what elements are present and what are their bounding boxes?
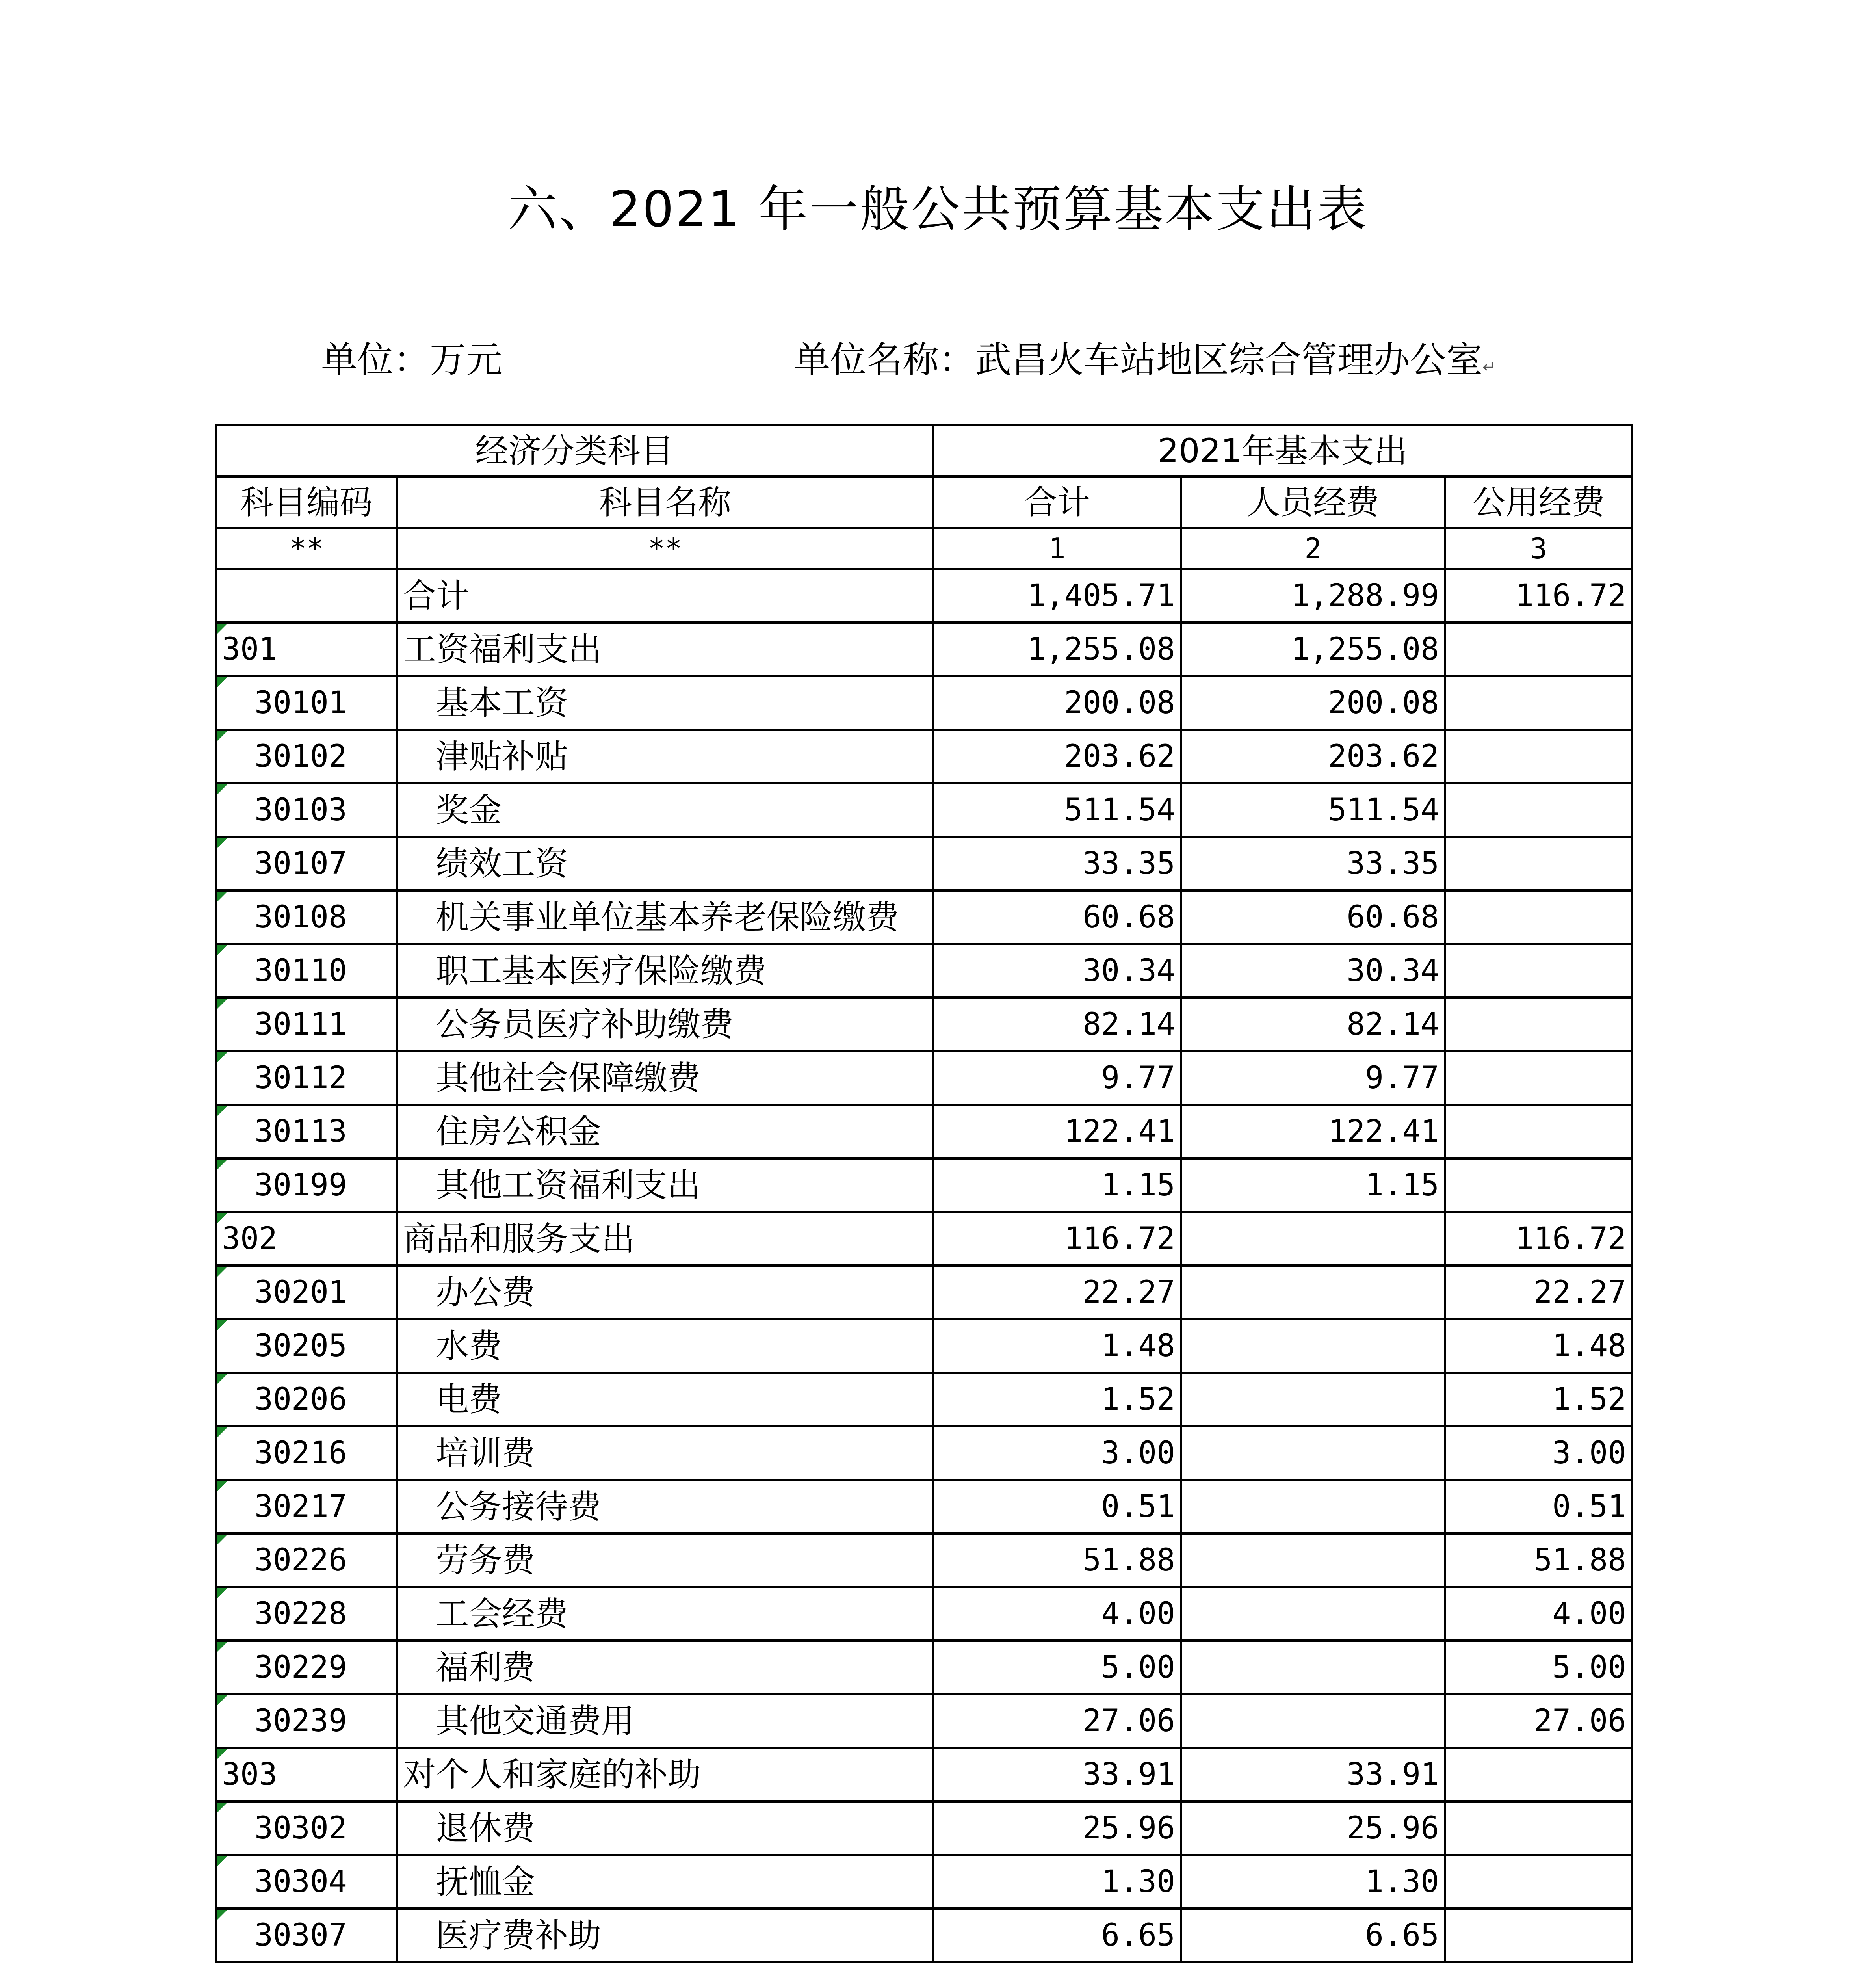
row-name: 其他工资福利支出 bbox=[397, 1158, 933, 1212]
table-row bbox=[216, 1909, 1632, 1962]
row-public bbox=[1445, 623, 1632, 676]
row-personnel: 1,255.08 bbox=[1181, 623, 1445, 676]
row-public: 1.48 bbox=[1445, 1319, 1632, 1373]
row-code: 30101 bbox=[216, 676, 397, 730]
header-basic-expenditure: 2021年基本支出 bbox=[933, 425, 1632, 476]
row-total: 1.48 bbox=[933, 1319, 1181, 1373]
row-total: 1.30 bbox=[933, 1855, 1181, 1909]
row-personnel bbox=[1181, 1373, 1445, 1426]
row-name: 电费 bbox=[397, 1373, 933, 1426]
row-total: 511.54 bbox=[933, 783, 1181, 837]
row-total: 1.52 bbox=[933, 1373, 1181, 1426]
index-public: 3 bbox=[1445, 528, 1632, 569]
row-name: 奖金 bbox=[397, 783, 933, 837]
row-personnel: 203.62 bbox=[1181, 730, 1445, 783]
row-public bbox=[1445, 783, 1632, 837]
row-name: 职工基本医疗保险缴费 bbox=[397, 944, 933, 998]
row-name: 公务接待费 bbox=[397, 1480, 933, 1533]
row-code: 30111 bbox=[216, 998, 397, 1051]
row-total: 5.00 bbox=[933, 1641, 1181, 1694]
table-row bbox=[216, 730, 1632, 783]
row-code bbox=[216, 569, 397, 623]
row-public: 27.06 bbox=[1445, 1694, 1632, 1748]
row-total: 4.00 bbox=[933, 1587, 1181, 1641]
table-row bbox=[216, 1266, 1632, 1319]
budget-table bbox=[215, 424, 1633, 1963]
row-code: 30108 bbox=[216, 890, 397, 944]
header-personnel: 人员经费 bbox=[1181, 476, 1445, 528]
header-index-row bbox=[216, 528, 1632, 569]
row-code: 30206 bbox=[216, 1373, 397, 1426]
row-name: 福利费 bbox=[397, 1641, 933, 1694]
row-personnel: 1.15 bbox=[1181, 1158, 1445, 1212]
row-personnel: 33.35 bbox=[1181, 837, 1445, 890]
table-row bbox=[216, 1426, 1632, 1480]
row-code: 30201 bbox=[216, 1266, 397, 1319]
row-name: 工会经费 bbox=[397, 1587, 933, 1641]
row-name: 绩效工资 bbox=[397, 837, 933, 890]
table-row bbox=[216, 1212, 1632, 1266]
row-code: 30304 bbox=[216, 1855, 397, 1909]
row-public: 1.52 bbox=[1445, 1373, 1632, 1426]
row-name: 商品和服务支出 bbox=[397, 1212, 933, 1266]
table-row bbox=[216, 783, 1632, 837]
row-code: 30228 bbox=[216, 1587, 397, 1641]
table-row bbox=[216, 1158, 1632, 1212]
table-row bbox=[216, 569, 1632, 623]
row-code: 30307 bbox=[216, 1909, 397, 1962]
row-personnel bbox=[1181, 1266, 1445, 1319]
row-public: 22.27 bbox=[1445, 1266, 1632, 1319]
table-row bbox=[216, 1587, 1632, 1641]
row-public bbox=[1445, 944, 1632, 998]
row-public bbox=[1445, 1105, 1632, 1158]
header-group-row bbox=[216, 425, 1632, 476]
row-personnel: 1,288.99 bbox=[1181, 569, 1445, 623]
row-public bbox=[1445, 1748, 1632, 1801]
row-code: 30112 bbox=[216, 1051, 397, 1105]
row-personnel: 122.41 bbox=[1181, 1105, 1445, 1158]
row-name: 培训费 bbox=[397, 1426, 933, 1480]
row-total: 82.14 bbox=[933, 998, 1181, 1051]
row-total: 1,405.71 bbox=[933, 569, 1181, 623]
row-total: 200.08 bbox=[933, 676, 1181, 730]
row-code: 30239 bbox=[216, 1694, 397, 1748]
row-personnel bbox=[1181, 1212, 1445, 1266]
row-name: 津贴补贴 bbox=[397, 730, 933, 783]
row-name: 水费 bbox=[397, 1319, 933, 1373]
table-row bbox=[216, 1533, 1632, 1587]
row-code: 30113 bbox=[216, 1105, 397, 1158]
page-title: 六、2021 年一般公共预算基本支出表 bbox=[508, 181, 1368, 238]
row-code: 302 bbox=[216, 1212, 397, 1266]
row-name: 其他交通费用 bbox=[397, 1694, 933, 1748]
row-personnel: 33.91 bbox=[1181, 1748, 1445, 1801]
table-row bbox=[216, 1373, 1632, 1426]
row-name: 其他社会保障缴费 bbox=[397, 1051, 933, 1105]
row-public bbox=[1445, 998, 1632, 1051]
row-code: 30216 bbox=[216, 1426, 397, 1480]
row-personnel: 511.54 bbox=[1181, 783, 1445, 837]
row-name: 抚恤金 bbox=[397, 1855, 933, 1909]
header-total: 合计 bbox=[933, 476, 1181, 528]
row-total: 33.91 bbox=[933, 1748, 1181, 1801]
row-public bbox=[1445, 1909, 1632, 1962]
table-row bbox=[216, 1319, 1632, 1373]
row-public bbox=[1445, 1051, 1632, 1105]
row-code: 30217 bbox=[216, 1480, 397, 1533]
row-code: 30110 bbox=[216, 944, 397, 998]
row-personnel: 200.08 bbox=[1181, 676, 1445, 730]
row-personnel bbox=[1181, 1480, 1445, 1533]
table-row bbox=[216, 1051, 1632, 1105]
row-personnel bbox=[1181, 1587, 1445, 1641]
row-total: 3.00 bbox=[933, 1426, 1181, 1480]
row-personnel: 1.30 bbox=[1181, 1855, 1445, 1909]
row-personnel: 60.68 bbox=[1181, 890, 1445, 944]
row-total: 33.35 bbox=[933, 837, 1181, 890]
row-total: 30.34 bbox=[933, 944, 1181, 998]
row-name: 机关事业单位基本养老保险缴费 bbox=[397, 890, 933, 944]
table-row bbox=[216, 1480, 1632, 1533]
index-code: ** bbox=[216, 528, 397, 569]
row-public: 4.00 bbox=[1445, 1587, 1632, 1641]
unit-label: 单位：万元 bbox=[321, 339, 503, 381]
row-public bbox=[1445, 837, 1632, 890]
row-public: 51.88 bbox=[1445, 1533, 1632, 1587]
row-total: 116.72 bbox=[933, 1212, 1181, 1266]
row-personnel bbox=[1181, 1319, 1445, 1373]
row-public: 5.00 bbox=[1445, 1641, 1632, 1694]
row-code: 30205 bbox=[216, 1319, 397, 1373]
row-total: 60.68 bbox=[933, 890, 1181, 944]
row-name: 医疗费补助 bbox=[397, 1909, 933, 1962]
row-public bbox=[1445, 1158, 1632, 1212]
row-total: 6.65 bbox=[933, 1909, 1181, 1962]
row-name: 办公费 bbox=[397, 1266, 933, 1319]
header-code: 科目编码 bbox=[216, 476, 397, 528]
table-row bbox=[216, 1855, 1632, 1909]
row-name: 劳务费 bbox=[397, 1533, 933, 1587]
row-public bbox=[1445, 676, 1632, 730]
row-total: 1.15 bbox=[933, 1158, 1181, 1212]
row-name: 合计 bbox=[397, 569, 933, 623]
table-row bbox=[216, 1748, 1632, 1801]
row-personnel bbox=[1181, 1641, 1445, 1694]
row-total: 22.27 bbox=[933, 1266, 1181, 1319]
row-personnel: 30.34 bbox=[1181, 944, 1445, 998]
row-total: 51.88 bbox=[933, 1533, 1181, 1587]
row-name: 公务员医疗补助缴费 bbox=[397, 998, 933, 1051]
header-name: 科目名称 bbox=[397, 476, 933, 528]
row-personnel: 82.14 bbox=[1181, 998, 1445, 1051]
row-total: 122.41 bbox=[933, 1105, 1181, 1158]
return-mark-icon: ↵ bbox=[1482, 358, 1496, 376]
row-total: 25.96 bbox=[933, 1801, 1181, 1855]
row-total: 27.06 bbox=[933, 1694, 1181, 1748]
table-row bbox=[216, 1801, 1632, 1855]
row-total: 203.62 bbox=[933, 730, 1181, 783]
row-personnel bbox=[1181, 1694, 1445, 1748]
row-code: 30102 bbox=[216, 730, 397, 783]
header-column-row bbox=[216, 476, 1632, 528]
row-public bbox=[1445, 890, 1632, 944]
row-name: 退休费 bbox=[397, 1801, 933, 1855]
row-personnel bbox=[1181, 1426, 1445, 1480]
row-personnel: 9.77 bbox=[1181, 1051, 1445, 1105]
table-row bbox=[216, 1105, 1632, 1158]
row-code: 30199 bbox=[216, 1158, 397, 1212]
row-personnel: 25.96 bbox=[1181, 1801, 1445, 1855]
table-row bbox=[216, 998, 1632, 1051]
org-label bbox=[794, 331, 1496, 383]
index-name: ** bbox=[397, 528, 933, 569]
table-row bbox=[216, 623, 1632, 676]
row-public: 0.51 bbox=[1445, 1480, 1632, 1533]
row-name: 住房公积金 bbox=[397, 1105, 933, 1158]
row-public bbox=[1445, 730, 1632, 783]
row-total: 1,255.08 bbox=[933, 623, 1181, 676]
header-economic-classification: 经济分类科目 bbox=[216, 425, 933, 476]
row-total: 0.51 bbox=[933, 1480, 1181, 1533]
row-public: 116.72 bbox=[1445, 1212, 1632, 1266]
row-name: 基本工资 bbox=[397, 676, 933, 730]
table-row bbox=[216, 1641, 1632, 1694]
row-code: 30107 bbox=[216, 837, 397, 890]
row-code: 30229 bbox=[216, 1641, 397, 1694]
row-code: 30302 bbox=[216, 1801, 397, 1855]
row-code: 30103 bbox=[216, 783, 397, 837]
row-public bbox=[1445, 1855, 1632, 1909]
org-name: 单位名称：武昌火车站地区综合管理办公室 bbox=[794, 339, 1483, 381]
table-row bbox=[216, 890, 1632, 944]
table-row bbox=[216, 1694, 1632, 1748]
row-code: 303 bbox=[216, 1748, 397, 1801]
row-public: 116.72 bbox=[1445, 569, 1632, 623]
row-code: 301 bbox=[216, 623, 397, 676]
index-personnel: 2 bbox=[1181, 528, 1445, 569]
row-personnel: 6.65 bbox=[1181, 1909, 1445, 1962]
row-personnel bbox=[1181, 1533, 1445, 1587]
row-public: 3.00 bbox=[1445, 1426, 1632, 1480]
header-public: 公用经费 bbox=[1445, 476, 1632, 528]
table-row bbox=[216, 676, 1632, 730]
row-public bbox=[1445, 1801, 1632, 1855]
table-row bbox=[216, 837, 1632, 890]
table-row bbox=[216, 944, 1632, 998]
index-total: 1 bbox=[933, 528, 1181, 569]
row-name: 工资福利支出 bbox=[397, 623, 933, 676]
row-code: 30226 bbox=[216, 1533, 397, 1587]
row-total: 9.77 bbox=[933, 1051, 1181, 1105]
row-name: 对个人和家庭的补助 bbox=[397, 1748, 933, 1801]
